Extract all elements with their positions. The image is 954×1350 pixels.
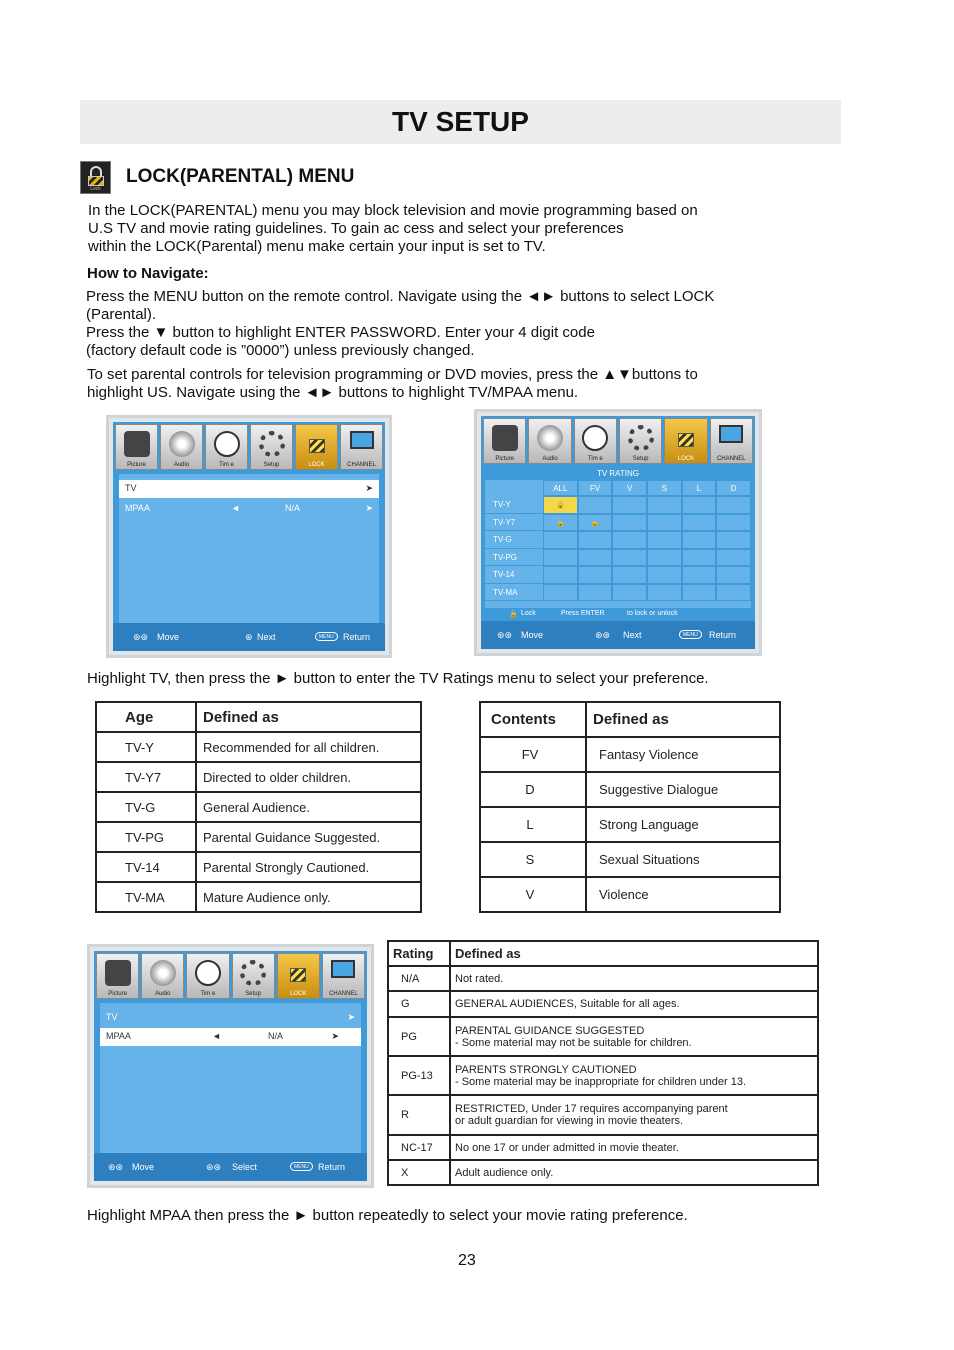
rating-header: TV RATING [485, 468, 751, 480]
cell-definition [586, 877, 780, 912]
age-table [95, 701, 422, 913]
cell-definition [450, 1095, 818, 1135]
table-row [96, 762, 421, 792]
grid-cell[interactable] [647, 566, 682, 584]
camera-icon [124, 431, 150, 457]
grid-cell[interactable] [543, 496, 578, 514]
grid-row-label: TV-G [485, 531, 543, 549]
disc-icon [169, 431, 195, 457]
row-mpaa[interactable]: MPAA ◄ N/A ➤ [125, 503, 373, 513]
menu-button[interactable]: MENU [679, 630, 702, 639]
intro-line: In the LOCK(PARENTAL) menu you may block television and movie programming based on [88, 202, 698, 219]
padlock-icon [290, 968, 306, 982]
table-row [388, 966, 818, 991]
definition-line: GENERAL AUDIENCES, Suitable for all ages. [455, 998, 680, 1010]
grid-col-header: V [612, 480, 647, 496]
select-icon: ⊛⊛ [206, 1162, 222, 1172]
grid-cell[interactable] [543, 549, 578, 567]
cell-definition [450, 1160, 818, 1185]
title-lock: LOCK [126, 166, 180, 187]
definition-line: Directed to older children. [203, 769, 352, 785]
rating-grid-panel [485, 468, 751, 620]
next-icon: ⊛⊛ [595, 630, 611, 640]
cell-code: TV-MA [96, 882, 196, 912]
grid-row [485, 514, 751, 532]
nav2-paragraph [87, 366, 698, 402]
table-row [480, 807, 780, 842]
grid-cell[interactable] [716, 549, 751, 567]
grid-cell[interactable] [647, 584, 682, 602]
menu-channel[interactable]: CHANNEL [322, 953, 365, 999]
grid-col-header: L [682, 480, 717, 496]
screen-lock-menu [106, 415, 392, 658]
menu-lock[interactable]: LOCK [664, 418, 707, 464]
gear-icon [259, 431, 285, 457]
grid-row-label: TV-Y7 [485, 514, 543, 532]
definition-line: RESTRICTED, Under 17 requires accompanying parent [455, 1103, 728, 1115]
menu-time[interactable]: Tim e [205, 424, 248, 470]
table-row [388, 1017, 818, 1056]
grid-cell[interactable] [647, 531, 682, 549]
header-age: Age [96, 702, 196, 732]
monitor-icon [331, 960, 355, 978]
grid-row [485, 584, 751, 602]
page-banner [80, 100, 841, 144]
caption-tv: Highlight TV, then press the ► button to enter the TV Ratings menu to select your preference. [87, 670, 709, 687]
menu-panel [100, 1003, 361, 1153]
cell-code: NC-17 [388, 1135, 450, 1160]
table-row [388, 1135, 818, 1160]
grid-header-row [485, 480, 751, 496]
table-row [96, 732, 421, 762]
menu-picture[interactable]: Picture [115, 424, 158, 470]
move-icon: ⊛⊛ [108, 1162, 124, 1172]
cell-definition [450, 1056, 818, 1095]
grid-cell[interactable] [612, 531, 647, 549]
grid-cell[interactable] [682, 549, 717, 567]
title-parental: PARENTAL [186, 166, 287, 187]
cell-definition [586, 737, 780, 772]
definition-line: Violence [599, 887, 649, 902]
padlock-icon [678, 433, 694, 447]
nav-line: (Parental). [86, 306, 157, 323]
gear-icon [628, 425, 654, 451]
grid-cell[interactable] [647, 496, 682, 514]
menu-time[interactable]: Tim e [186, 953, 229, 999]
grid-col-header: S [647, 480, 682, 496]
disc-icon [150, 960, 176, 986]
definition-line: Mature Audience only. [203, 889, 331, 905]
title-menu: MENU [293, 166, 355, 187]
menu-audio[interactable]: Audio [160, 424, 203, 470]
definition-line: Not rated. [455, 972, 504, 985]
grid-cell[interactable] [578, 549, 613, 567]
menu-time[interactable]: Tim e [574, 418, 617, 464]
table-row [96, 852, 421, 882]
nav-line: (factory default code is ”0000”) unless previously changed. [86, 342, 475, 359]
cell-definition [196, 882, 421, 912]
page-number: 23 [458, 1252, 476, 1269]
monitor-icon [719, 425, 743, 443]
definition-line: Strong Language [599, 817, 699, 832]
grid-col-header: ALL [543, 480, 578, 496]
grid-cell[interactable] [543, 514, 578, 532]
cell-definition [586, 807, 780, 842]
grid-row-label: TV-Y [485, 496, 543, 514]
table-row [96, 792, 421, 822]
grid-cell[interactable] [647, 549, 682, 567]
header-defined: Defined as [586, 702, 780, 737]
cell-definition [196, 762, 421, 792]
menu-setup[interactable]: Setup [250, 424, 293, 470]
nav-paragraph [86, 288, 714, 360]
grid-cell[interactable] [682, 584, 717, 602]
table-row [96, 882, 421, 912]
table-row [388, 1056, 818, 1095]
grid-cell[interactable] [716, 531, 751, 549]
how-to-heading: How to Navigate: [87, 265, 209, 282]
definition-line: Parental Strongly Cautioned. [203, 859, 370, 875]
table-row [480, 877, 780, 912]
grid-cell[interactable] [578, 514, 613, 532]
clock-icon [582, 425, 608, 451]
cell-code: D [480, 772, 586, 807]
nav-line: Press the ▼ button to highlight ENTER PASSWORD. Enter your 4 digit code [86, 324, 595, 341]
grid-cell[interactable] [612, 514, 647, 532]
menu-setup[interactable]: Setup [232, 953, 275, 999]
row-tv[interactable]: TV ➤ [119, 480, 379, 498]
row-mpaa[interactable]: MPAA ◄ N/A ➤ [100, 1028, 361, 1046]
cell-definition [196, 822, 421, 852]
menu-icon-bar [94, 951, 367, 1001]
table-row [480, 772, 780, 807]
grid-cell[interactable] [543, 584, 578, 602]
grid-row-label: TV-MA [485, 584, 543, 602]
grid-cell[interactable] [682, 514, 717, 532]
definition-line: PARENTS STRONGLY CAUTIONED [455, 1063, 637, 1076]
caption-mpaa: Highlight MPAA then press the ► button repeatedly to select your movie rating preference. [87, 1207, 688, 1224]
grid-cell[interactable] [543, 531, 578, 549]
header-rating: Rating [388, 941, 450, 966]
table-row [480, 737, 780, 772]
cell-code: N/A [388, 966, 450, 991]
menu-button[interactable]: MENU [315, 632, 338, 641]
table-row [388, 1160, 818, 1185]
grid-cell[interactable] [716, 496, 751, 514]
definition-line: - Some material may not be suitable for children. [455, 1036, 692, 1049]
menu-icon-bar [481, 416, 755, 466]
monitor-icon [350, 431, 374, 449]
definition-line: General Audience. [203, 799, 310, 815]
header-contents: Contents [480, 702, 586, 737]
grid-col-header: D [716, 480, 751, 496]
padlock-icon: 🔒 [555, 519, 565, 527]
menu-channel[interactable]: CHANNEL [340, 424, 383, 470]
grid-row [485, 566, 751, 584]
grid-cell[interactable] [578, 531, 613, 549]
padlock-icon: 🔒 [555, 502, 565, 509]
rating-grid [485, 480, 751, 601]
screen-mpaa-menu [87, 944, 374, 1188]
camera-icon [105, 960, 131, 986]
header-defined: Defined as [196, 702, 421, 732]
grid-row-label: TV-14 [485, 566, 543, 584]
table-row [388, 991, 818, 1017]
table-row [96, 822, 421, 852]
grid-cell[interactable] [612, 549, 647, 567]
cell-code: TV-Y [96, 732, 196, 762]
cell-code: PG [388, 1017, 450, 1056]
grid-cell[interactable] [716, 566, 751, 584]
definition-line: Sexual Situations [599, 852, 700, 867]
definition-line: Adult audience only. [455, 1166, 554, 1179]
lock-icon [80, 161, 111, 194]
cell-definition [196, 732, 421, 762]
row-tv[interactable]: TV ➤ [106, 1012, 355, 1022]
grid-cell[interactable] [682, 531, 717, 549]
menu-button[interactable]: MENU [290, 1162, 313, 1171]
table-row [480, 842, 780, 877]
menu-panel [119, 474, 379, 624]
cell-code: L [480, 807, 586, 842]
cell-code: S [480, 842, 586, 877]
contents-table [479, 701, 781, 913]
cell-definition [450, 966, 818, 991]
grid-cell[interactable] [578, 566, 613, 584]
camera-icon [492, 425, 518, 451]
nav-line: Press the MENU button on the remote control. Navigate using the ◄► buttons to select LOCK [86, 288, 715, 305]
definition-line: PARENTAL GUIDANCE SUGGESTED [455, 1024, 645, 1037]
padlock-icon [309, 439, 325, 453]
intro-paragraph [88, 202, 698, 256]
cell-code: TV-G [96, 792, 196, 822]
cell-definition [450, 991, 818, 1017]
nav2-line: highlight US. Navigate using the ◄► buttons to highlight TV/MPAA menu. [87, 384, 579, 401]
nav2-line: To set parental controls for television programming or DVD movies, press the ▲▼buttons to [87, 366, 698, 383]
cell-code: G [388, 991, 450, 1017]
grid-cell[interactable] [682, 566, 717, 584]
definition-line: - Some material may be inappropriate for children under 13. [455, 1075, 747, 1088]
cell-definition [196, 792, 421, 822]
definition-line: Suggestive Dialogue [599, 782, 719, 797]
lock-icon-label: Lock [90, 186, 101, 192]
disc-icon [537, 425, 563, 451]
intro-line: U.S TV and movie rating guidelines. To gain ac cess and select your preferences [88, 220, 624, 237]
padlock-icon: 🔒 [590, 519, 600, 527]
grid-cell[interactable] [682, 496, 717, 514]
move-icon: ⊛⊛ [497, 630, 513, 640]
grid-row [485, 549, 751, 567]
footer-lock-icon: 🔒 [509, 611, 518, 618]
next-icon: ⊛ [245, 632, 253, 642]
cell-definition [450, 1135, 818, 1160]
page-title: TV SETUP [392, 106, 529, 137]
menu-picture[interactable]: Picture [96, 953, 139, 999]
grid-col-header: FV [578, 480, 613, 496]
screen-tv-rating [474, 409, 762, 656]
menu-icon-bar [113, 422, 385, 472]
table-row [388, 1095, 818, 1135]
menu-audio[interactable]: Audio [141, 953, 184, 999]
definition-line: No one 17 or under admitted in movie theater. [455, 1141, 679, 1154]
definition-line: Recommended for all children. [203, 739, 380, 755]
move-icon: ⊛⊛ [133, 632, 149, 642]
bottom-bar: ⊛⊛ Move ⊛⊛ Select MENU Return [94, 1153, 367, 1181]
cell-code: X [388, 1160, 450, 1185]
grid-row [485, 531, 751, 549]
menu-audio[interactable]: Audio [528, 418, 571, 464]
cell-code: FV [480, 737, 586, 772]
cell-code: TV-Y7 [96, 762, 196, 792]
menu-picture[interactable]: Picture [483, 418, 526, 464]
grid-cell[interactable] [612, 584, 647, 602]
grid-row [485, 496, 751, 514]
menu-channel[interactable]: CHANNEL [710, 418, 753, 464]
grid-cell[interactable] [647, 514, 682, 532]
section-title: LOCK(PARENTAL) MENU [126, 166, 355, 187]
cell-code: V [480, 877, 586, 912]
grid-cell[interactable] [612, 496, 647, 514]
grid-cell[interactable] [716, 514, 751, 532]
cell-code: R [388, 1095, 450, 1135]
grid-row-label: TV-PG [485, 549, 543, 567]
header-defined: Defined as [450, 941, 818, 966]
cell-code: PG-13 [388, 1056, 450, 1095]
cell-definition [450, 1017, 818, 1056]
menu-setup[interactable]: Setup [619, 418, 662, 464]
grid-cell[interactable] [612, 566, 647, 584]
definition-line: or adult guardian for viewing in movie theaters. [455, 1115, 684, 1127]
cell-definition [196, 852, 421, 882]
clock-icon [214, 431, 240, 457]
grid-cell[interactable] [578, 496, 613, 514]
cell-definition [586, 772, 780, 807]
rating-table [387, 940, 819, 1186]
definition-line: Parental Guidance Suggested. [203, 829, 381, 845]
clock-icon [195, 960, 221, 986]
cell-code: TV-PG [96, 822, 196, 852]
intro-line: within the LOCK(Parental) menu make certain your input is set to TV. [88, 238, 546, 255]
grid-cell[interactable] [716, 584, 751, 602]
cell-code: TV-14 [96, 852, 196, 882]
grid-cell[interactable] [543, 566, 578, 584]
bottom-bar: ⊛⊛ Move ⊛⊛ Next MENU Return [481, 621, 755, 649]
cell-definition [586, 842, 780, 877]
definition-line: Fantasy Violence [599, 747, 699, 762]
rating-footer: 🔒 Lock Press ENTER to lock or unlock [485, 608, 751, 620]
menu-lock[interactable]: LOCK [277, 953, 320, 999]
grid-cell[interactable] [578, 584, 613, 602]
bottom-bar: ⊛⊛ Move ⊛ Next MENU Return [113, 623, 385, 651]
menu-lock[interactable]: LOCK [295, 424, 338, 470]
gear-icon [240, 960, 266, 986]
